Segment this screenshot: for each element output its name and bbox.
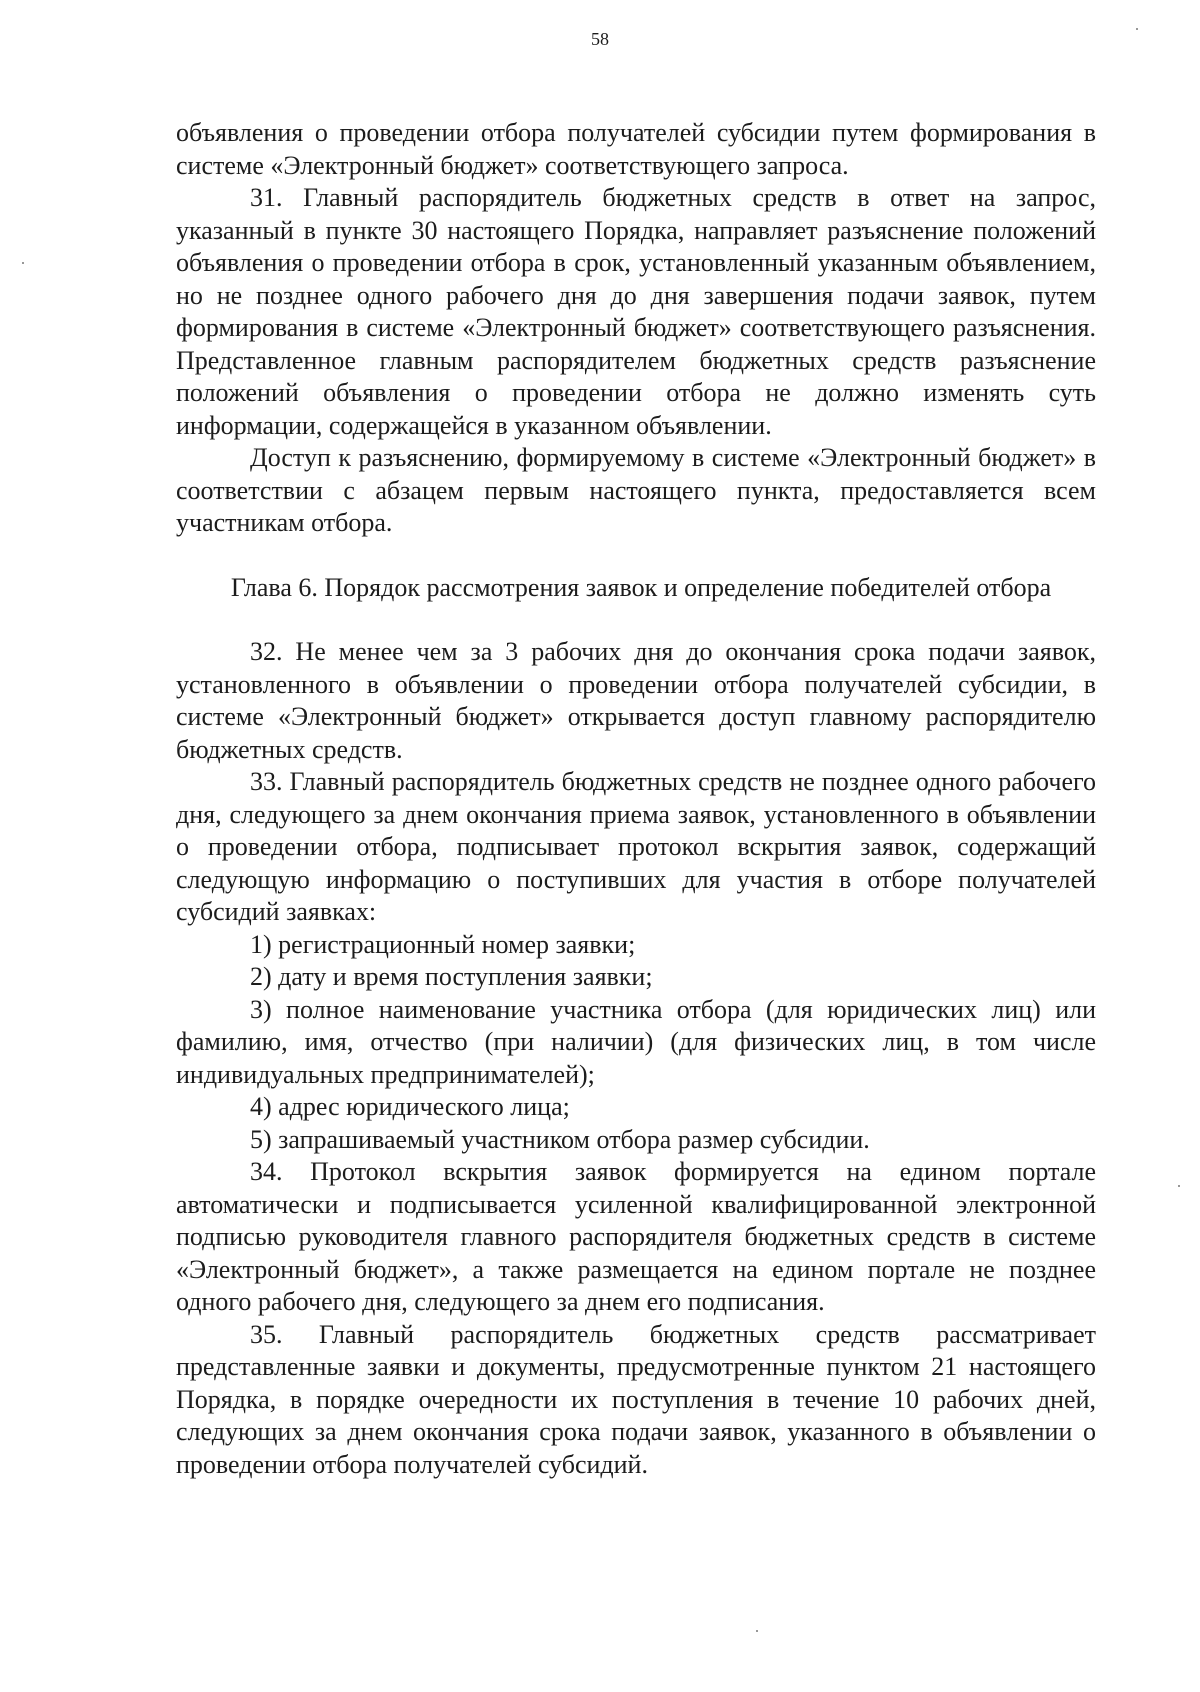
page-number: 58 — [591, 29, 609, 49]
list-item: 3) полное наименование участника отбора (для юридических лиц) или фамилию, имя, отчество (при наличии) (для физических лиц, в том числе индивидуальных предпринимателей); — [176, 994, 1096, 1089]
list-item: 5) запрашиваемый участником отбора размер субсидии. — [250, 1124, 870, 1154]
paragraph: Доступ к разъяснению, формируемому в системе «Электронный бюджет» в соответствии с абзацем первым настоящего пункта, предоставляется всем участникам отбора. — [176, 443, 1096, 537]
paragraph: объявления о проведении отбора получателей субсидии путем формирования в системе «Электронный бюджет» соответствующего запроса. — [176, 118, 1096, 180]
scan-speck — [1136, 28, 1138, 30]
paragraph-item-32: 32. Не менее чем за 3 рабочих дня до окончания срока подачи заявок, установленного в объявлении о проведении отбора получателей субсидии, в системе «Электронный бюджет» открывается доступ главному распорядителю бюджетных средств. — [176, 637, 1096, 764]
paragraph-item-35: 35. Главный распорядитель бюджетных средств рассматривает представленные заявки и документы, предусмотренные пунктом 21 настоящего Порядка, в порядке очередности их поступления в течение 10 рабочих дней, следующих за днем окончания срока подачи заявок, указанного в объявлении о проведении отбора получателей субсидий. — [176, 1319, 1096, 1479]
list-item: 2) дату и время поступления заявки; — [250, 962, 653, 991]
paragraph-item-31: 31. Главный распорядитель бюджетных средств в ответ на запрос, указанный в пункте 30 настоящего Порядка, направляет разъяснение положений объявления о проведении отбора в срок, установленный указанным объявлением, но не позднее одного рабочего дня до дня завершения подачи заявок, путем формирования в системе «Электронный бюджет» соответствующего разъяснения. Представленное главным распорядителем бюджетных средств разъяснение положений объявления о проведении отбора не должно изменять суть информации, содержащейся в указанном объявлении. — [176, 183, 1096, 440]
scan-speck — [1178, 1185, 1180, 1187]
document-body — [176, 117, 1096, 1481]
list-item: 4) адрес юридического лица; — [250, 1092, 570, 1121]
list-item: 1) регистрационный номер заявки; — [250, 929, 636, 959]
scan-speck — [22, 262, 24, 264]
chapter-heading: Глава 6. Порядок рассмотрения заявок и определение победителей отбора — [230, 572, 1052, 602]
scan-speck — [756, 1630, 758, 1632]
paragraph-item-34: 34. Протокол вскрытия заявок формируется на едином портале автоматически и подписывается усиленной квалифицированной электронной подписью руководителя главного распорядителя бюджетных средств в системе «Электронный бюджет», а также размещается на едином портале не позднее одного рабочего дня, следующего за днем его подписания. — [176, 1157, 1096, 1316]
paragraph-item-33: 33. Главный распорядитель бюджетных средств не позднее одного рабочего дня, следующего за днем окончания приема заявок, установленного в объявлении о проведении отбора, подписывает протокол вскрытия заявок, содержащий следующую информацию о поступивших для участия в отборе получателей субсидий заявках: — [176, 767, 1096, 926]
